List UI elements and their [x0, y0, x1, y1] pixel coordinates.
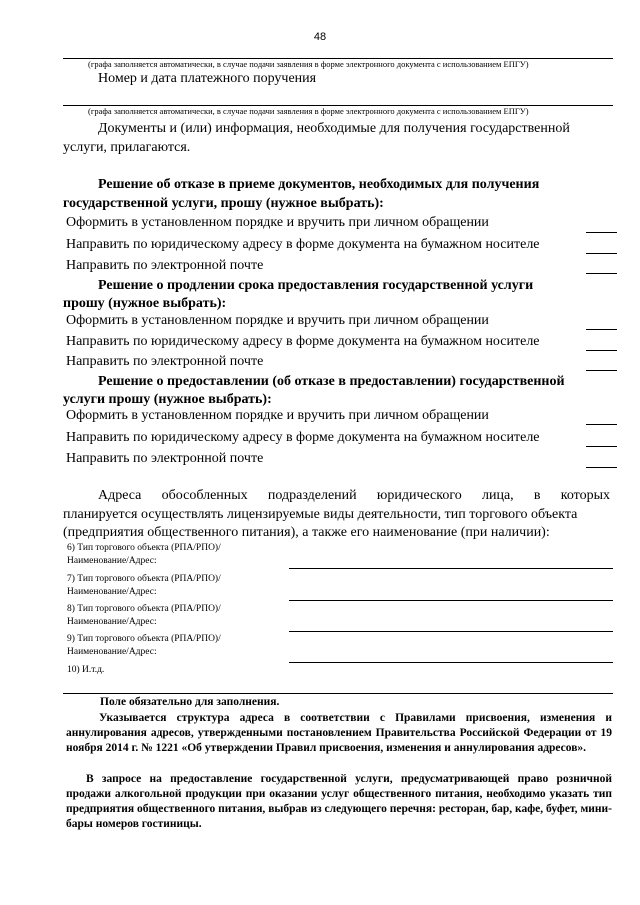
sec1-option-by-mail: Направить по юридическому адресу в форме документа на бумажном носителе — [66, 237, 540, 252]
footnote-required-field: Поле обязательно для заполнения. — [100, 696, 280, 708]
sec3-option-in-person: Оформить в установленном порядке и вручить при личном обращении — [66, 408, 489, 423]
sec3-mark-field-3[interactable] — [586, 467, 617, 468]
address-row-etc-label: 10) И.т.д. — [67, 665, 105, 675]
sec1-option-email: Направить по электронной почте — [66, 258, 264, 273]
addresses-paragraph-line3: (предприятия общественного питания), а также его наименование (при наличии): — [63, 525, 550, 540]
grant-heading-line1: Решение о предоставлении (об отказе в предоставлении) государственной — [98, 374, 565, 389]
sec1-mark-field-2[interactable] — [586, 253, 617, 254]
footnote-address-structure: Указывается структура адреса в соответствии с Правилами присвоения, изменения и аннулирования адресов, утвержденными постановлением Правительства Российской Федерации от 19 ноября 2014 г. № 1221 «Об утверждении Правил присвоения, изменения и аннулирования адресов». — [66, 712, 612, 754]
sec2-mark-field-2[interactable] — [586, 350, 617, 351]
sec3-option-by-mail: Направить по юридическому адресу в форме документа на бумажном носителе — [66, 430, 540, 445]
note-auto-fill-top: (графа заполняется автоматически, в случае подачи заявления в форме электронного документа с использованием ЕПГУ) — [88, 59, 529, 69]
address-row-9-field[interactable] — [289, 662, 613, 663]
grant-heading-line2: услуги прошу (нужное выбрать): — [63, 392, 272, 407]
addresses-paragraph-line1: Адреса обособленных подразделений юридического лица, в которых — [98, 488, 610, 503]
sec2-option-in-person: Оформить в установленном порядке и вручить при личном обращении — [66, 313, 489, 328]
address-row-7-label: 7) Тип торгового объекта (РПА/РПО)/ Наименование/Адрес: — [67, 574, 221, 597]
address-row-9-label: 9) Тип торгового объекта (РПА/РПО)/ Наименование/Адрес: — [67, 634, 221, 657]
page-number: 48 — [313, 31, 327, 43]
sec1-mark-field-3[interactable] — [586, 273, 617, 274]
footnote-catering-type: В запросе на предоставление государственной услуги, предусматривающей право розничной продажи алкогольной продукции при оказании услуг общественного питания, необходимо указать тип предприятия общественного питания, выбрав из следующего перечня: ресторан, бар, кафе, буфет, мини-бары номеров гостиницы. — [66, 773, 612, 830]
extension-heading-line1: Решение о продлении срока предоставления государственной услуги — [98, 278, 534, 293]
sec3-option-email: Направить по электронной почте — [66, 451, 264, 466]
sec3-mark-field-1[interactable] — [586, 424, 617, 425]
refusal-accept-heading-line2: государственной услуги, прошу (нужное выбрать): — [63, 196, 384, 211]
addresses-paragraph-line2: планируется осуществлять лицензируемые виды деятельности, тип торгового объекта — [63, 507, 578, 522]
sec2-mark-field-3[interactable] — [586, 370, 617, 371]
note-auto-fill-mid: (графа заполняется автоматически, в случае подачи заявления в форме электронного документа с использованием ЕПГУ) — [88, 106, 529, 116]
sec2-option-by-mail: Направить по юридическому адресу в форме документа на бумажном носителе — [66, 334, 540, 349]
address-row-8-label: 8) Тип торгового объекта (РПА/РПО)/ Наименование/Адрес: — [67, 604, 221, 627]
sec1-mark-field-1[interactable] — [586, 232, 617, 233]
address-row-7-field[interactable] — [289, 600, 613, 601]
payment-order-label: Номер и дата платежного поручения — [98, 71, 317, 86]
refusal-accept-heading-line1: Решение об отказе в приеме документов, необходимых для получения — [98, 177, 540, 192]
address-row-6-label: 6) Тип торгового объекта (РПА/РПО)/ Наименование/Адрес: — [67, 543, 221, 566]
address-row-6-field[interactable] — [289, 568, 613, 569]
sec3-mark-field-2[interactable] — [586, 446, 617, 447]
sec2-mark-field-1[interactable] — [586, 329, 617, 330]
extension-heading-line2: прошу (нужное выбрать): — [63, 296, 227, 311]
documents-attached-line1: Документы и (или) информация, необходимые для получения государственной — [98, 121, 570, 136]
sec1-option-in-person: Оформить в установленном порядке и вручить при личном обращении — [66, 215, 489, 230]
footnote-separator — [63, 693, 613, 694]
sec2-option-email: Направить по электронной почте — [66, 354, 264, 369]
address-row-8-field[interactable] — [289, 631, 613, 632]
documents-attached-line2: услуги, прилагаются. — [63, 140, 191, 155]
